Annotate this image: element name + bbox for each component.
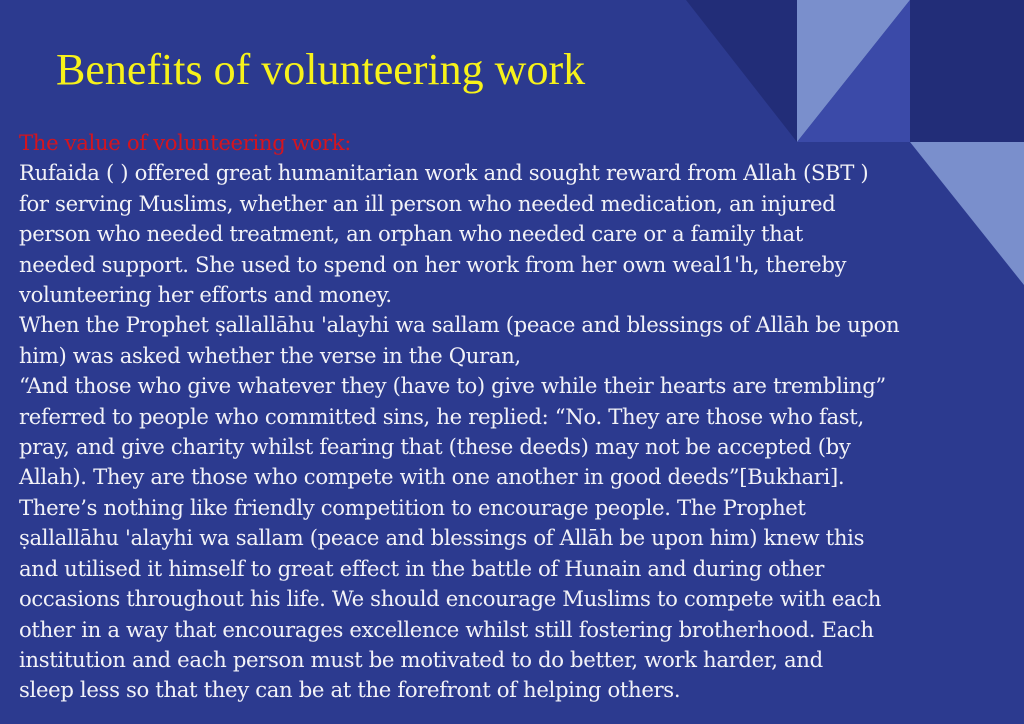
body-line: needed support. She used to spend on her work from her own weal1'h, thereby <box>19 251 847 277</box>
body-line: for serving Muslims, whether an ill person who needed medication, an injured <box>19 190 836 216</box>
slide-title: Benefits of volunteering work <box>56 45 586 94</box>
body-line: volunteering her efforts and money. <box>19 282 392 308</box>
body-lines <box>19 158 1019 705</box>
body-line: referred to people who committed sins, he replied: “No. They are those who fast, <box>19 403 864 429</box>
body-line: person who needed treatment, an orphan who needed care or a family that <box>19 221 803 247</box>
slide-body <box>19 128 1019 706</box>
body-line: ṣallallāhu 'alayhi wa sallam (peace and blessings of Allāh be upon him) knew this <box>19 525 865 551</box>
body-line: sleep less so that they can be at the forefront of helping others. <box>19 677 681 703</box>
body-line: “And those who give whatever they (have to) give while their hearts are trembling” <box>19 373 886 399</box>
dark-triangle <box>686 0 797 142</box>
body-line: pray, and give charity whilst fearing that (these deeds) may not be accepted (by <box>19 434 851 460</box>
body-line: Allah). They are those who compete with one another in good deeds”[Bukhari]. <box>19 464 845 490</box>
dark-square <box>910 0 1024 142</box>
body-line: other in a way that encourages excellence whilst still fostering brotherhood. Each <box>19 616 874 642</box>
body-line: and utilised it himself to great effect in the battle of Hunain and during other <box>19 555 825 581</box>
body-line: When the Prophet ṣallallāhu 'alayhi wa sallam (peace and blessings of Allāh be upon <box>19 312 900 338</box>
body-line: Rufaida ( ) offered great humanitarian work and sought reward from Allah (SBT ) <box>19 160 869 186</box>
body-line: occasions throughout his life. We should encourage Muslims to compete with each <box>19 586 882 612</box>
body-line: There’s nothing like friendly competition to encourage people. The Prophet <box>19 494 806 520</box>
body-line: him) was asked whether the verse in the Quran, <box>19 342 521 368</box>
body-line: institution and each person must be motivated to do better, work harder, and <box>19 646 823 672</box>
subheading: The value of volunteering work: <box>19 130 352 155</box>
